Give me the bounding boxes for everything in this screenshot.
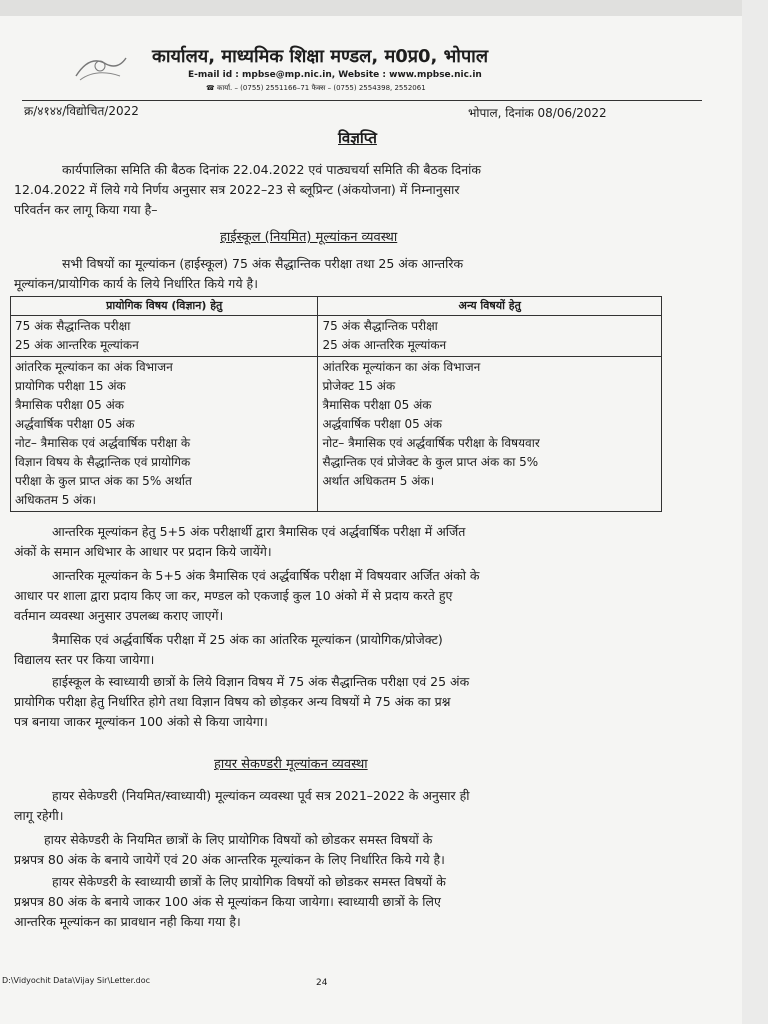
intro-line-3: परिवर्तन कर लागू किया गया है– <box>14 202 158 217</box>
table-cell-other-division <box>318 357 662 512</box>
hsec-para-line-5: हायर सेकेण्डरी के स्वाध्यायी छात्रों के लिए प्रायोगिक विषयों को छोडकर समस्त विषयों के <box>52 874 446 889</box>
hs-para-line-7: विद्यालय स्तर पर किया जायेगा। <box>14 652 155 667</box>
cell-line: प्रायोगिक परीक्षा 15 अंक <box>15 379 126 393</box>
cell-line: अर्द्धवार्षिक परीक्षा 05 अंक <box>322 417 442 431</box>
table-cell-other-marks <box>318 316 662 357</box>
intro-line-2: 12.04.2022 में लिये गये निर्णय अनुसार सत्र 2022–23 से ब्लूप्रिन्ट (अंकयोजना) में निम्नानुसार <box>14 182 460 197</box>
office-title: कार्यालय, माध्यमिक शिक्षा मण्डल, म0प्र0, भोपाल <box>152 46 489 67</box>
intro-line-1: कार्यपालिका समिति की बैठक दिनांक 22.04.2022 एवं पाठ्यचर्या समिति की बैठक दिनांक <box>62 162 482 177</box>
highschool-intro-line-2: मूल्यांकन/प्रायोगिक कार्य के लिये निर्धारित किये गये है। <box>14 276 258 291</box>
table-cell-science-division <box>11 357 318 512</box>
cell-line: 25 अंक आन्तरिक मूल्यांकन <box>322 338 447 352</box>
notice-heading: विज्ञप्ति <box>338 129 377 147</box>
cell-line: अर्द्धवार्षिक परीक्षा 05 अंक <box>15 417 135 431</box>
cell-line: त्रैमासिक परीक्षा 05 अंक <box>15 398 124 412</box>
table-header-row <box>11 297 662 316</box>
cell-line: प्रोजेक्ट 15 अंक <box>322 379 396 393</box>
hs-para-line-10: पत्र बनाया जाकर मूल्यांकन 100 अंको से किया जायेगा। <box>14 714 268 729</box>
hsec-para-line-3: हायर सेकेण्डरी के नियमित छात्रों के लिए प्रायोगिक विषयों को छोडकर समस्त विषयों के <box>44 832 433 847</box>
cell-line: विज्ञान विषय के सैद्धान्तिक एवं प्रायोगिक <box>15 455 191 469</box>
cell-line: नोट– त्रैमासिक एवं अर्द्धवार्षिक परीक्षा के विषयवार <box>322 436 540 450</box>
hs-para-line-9: प्रायोगिक परीक्षा हेतु निर्धारित होगे तथा विज्ञान विषय को छोड़कर अन्य विषयों मे 75 अंक का प्रश्न <box>14 694 451 709</box>
cell-line: नोट– त्रैमासिक एवं अर्द्धवार्षिक परीक्षा के <box>15 436 191 450</box>
table-header-science: प्रायोगिक विषय (विज्ञान) हेतु <box>11 297 318 316</box>
hs-para-line-4: आधार पर शाला द्वारा प्रदाय किए जा कर, मण्डल को एकजाई कुल 10 अंको में से प्रदाय करते हुए <box>14 588 453 603</box>
table-row <box>11 316 662 357</box>
footer-file-path: D:\Vidyochit Data\Vijay Sir\Letter.doc <box>2 976 151 985</box>
hsec-para-line-2: लागू रहेगी। <box>14 808 64 823</box>
hs-para-line-6: त्रैमासिक एवं अर्द्धवार्षिक परीक्षा में 25 अंक का आंतरिक मूल्यांकन (प्रायोगिक/प्रोजेक्ट) <box>52 632 443 647</box>
scan-top-edge <box>0 0 768 16</box>
hsec-para-line-4: प्रश्नपत्र 80 अंक के बनाये जायेगें एवं 20 अंक आन्तरिक मूल्यांकन के लिए निर्धारित किये गये है। <box>14 852 445 867</box>
cell-line: 75 अंक सैद्धान्तिक परीक्षा <box>322 319 438 333</box>
cell-line: अधिकतम 5 अंक। <box>15 493 97 507</box>
highschool-intro-line-1: सभी विषयों का मूल्यांकन (हाईस्कूल) 75 अंक सैद्धान्तिक परीक्षा तथा 25 अंक आन्तरिक <box>62 256 464 271</box>
hsec-para-line-1: हायर सेकेण्डरी (नियमित/स्वाध्यायी) मूल्यांकन व्यवस्था पूर्व सत्र 2021–2022 के अनुसार ही <box>52 788 470 803</box>
contact-email-website: E-mail id : mpbse@mp.nic.in, Website : www.mpbse.nic.in <box>188 70 482 80</box>
scan-right-edge <box>742 0 768 1024</box>
hs-para-line-3: आन्तरिक मूल्यांकन के 5+5 अंक त्रैमासिक एवं अर्द्धवार्षिक परीक्षा में विषयवार अर्जित अंको के <box>52 568 480 583</box>
hsec-para-line-6: प्रश्नपत्र 80 अंक के बनाये जाकर 100 अंक से मूल्यांकन किया जायेगा। स्वाध्यायी छात्रों के लिए <box>14 894 441 909</box>
hsec-para-line-7: आन्तरिक मूल्यांकन का प्रावधान नही किया गया है। <box>14 914 241 929</box>
cell-line: आंतरिक मूल्यांकन का अंक विभाजन <box>322 360 481 374</box>
board-emblem-icon <box>70 46 130 86</box>
cell-line: 75 अंक सैद्धान्तिक परीक्षा <box>15 319 131 333</box>
assessment-table <box>10 296 662 512</box>
higher-secondary-section-title: हायर सेकण्डरी मूल्यांकन व्यवस्था <box>214 757 368 772</box>
cell-line: परीक्षा के कुल प्राप्त अंक का 5% अर्थात <box>15 474 192 488</box>
table-cell-science-marks <box>11 316 318 357</box>
letter-date: भोपाल, दिनांक 08/06/2022 <box>468 106 607 120</box>
reference-number: क्र/४१४४/विद्योचित/2022 <box>24 104 139 118</box>
hs-para-line-1: आन्तरिक मूल्यांकन हेतु 5+5 अंक परीक्षार्थी द्वारा त्रैमासिक एवं अर्द्धवार्षिक परीक्षा में अर्जित <box>52 524 466 539</box>
table-header-other: अन्य विषयों हेतु <box>318 297 662 316</box>
cell-line: सैद्धान्तिक एवं प्रोजेक्ट के कुल प्राप्त अंक का 5% <box>322 455 539 469</box>
contact-phone-fax: ☎ कार्या. – (0755) 2551166–71 फैक्स – (0755) 2554398, 2552061 <box>206 84 426 92</box>
footer-page-number: 24 <box>316 978 328 988</box>
letterhead-divider <box>22 100 702 101</box>
hs-para-line-5: वर्तमान व्यवस्था अनुसार उपलब्ध कराए जाएगें। <box>14 608 224 623</box>
cell-line: त्रैमासिक परीक्षा 05 अंक <box>322 398 432 412</box>
cell-line: 25 अंक आन्तरिक मूल्यांकन <box>15 338 139 352</box>
hs-para-line-8: हाईस्कूल के स्वाध्यायी छात्रों के लिये विज्ञान विषय में 75 अंक सैद्धान्तिक परीक्षा एवं 25 अंक <box>52 674 470 689</box>
cell-line: आंतरिक मूल्यांकन का अंक विभाजन <box>15 360 173 374</box>
highschool-section-title: हाईस्कूल (नियमित) मूल्यांकन व्यवस्था <box>220 230 398 245</box>
table-row <box>11 357 662 512</box>
hs-para-line-2: अंकों के समान अधिभार के आधार पर प्रदान किये जायेंगे। <box>14 544 272 559</box>
cell-line: अर्थात अधिकतम 5 अंक। <box>322 474 435 488</box>
